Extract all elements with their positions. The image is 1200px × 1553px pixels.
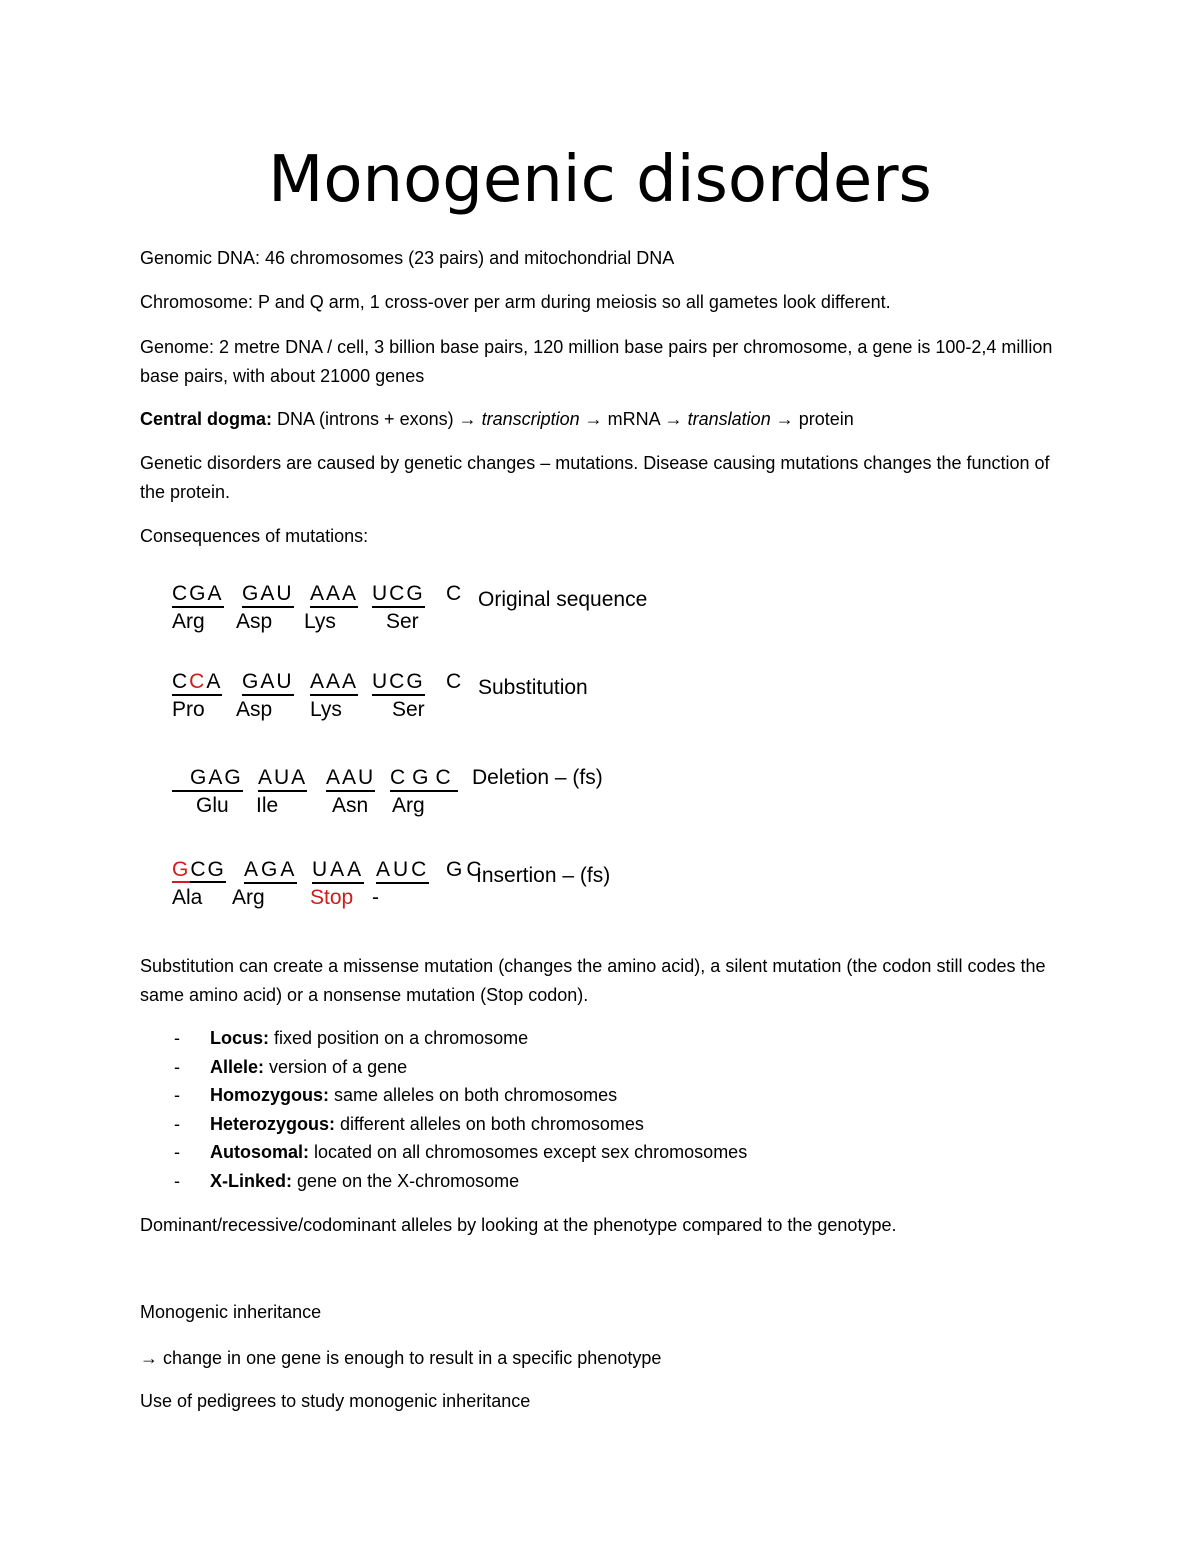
definition: same alleles on both chromosomes	[329, 1085, 618, 1105]
paragraph-pedigrees: Use of pedigrees to study monogenic inheritance	[140, 1391, 531, 1411]
figure-label: Deletion – (fs)	[472, 766, 603, 789]
paragraph-genetic-disorders: Genetic disorders are caused by genetic changes – mutations. Disease causing mutations changes the function of the protein.	[140, 453, 1050, 502]
amino-acid: Ser	[386, 610, 419, 633]
list-item	[172, 1110, 747, 1139]
codon: CGC	[390, 766, 458, 792]
amino-acid: Lys	[310, 698, 342, 721]
list-item	[172, 1053, 747, 1082]
codon: GAU	[242, 582, 294, 608]
amino-acid: -	[372, 886, 379, 909]
term: Heterozygous:	[210, 1113, 336, 1134]
dogma-part-c: → mRNA →	[579, 409, 688, 429]
codon-inserted	[172, 858, 226, 882]
base-inserted: G	[172, 858, 191, 881]
list-item	[172, 1167, 747, 1196]
paragraph-substitution: Substitution can create a missense mutation (changes the amino acid), a silent mutation (the codon still codes the same amino acid) or a nonsense mutation (Stop codon).	[140, 956, 1046, 1005]
amino-acid: Ala	[172, 886, 203, 909]
paragraph-genome: Genome: 2 metre DNA / cell, 3 billion base pairs, 120 million base pairs per chromosome, a gene is 100-2,4 million base pairs, with about 21000 genes	[140, 337, 1053, 386]
definition: different alleles on both chromosomes	[335, 1113, 644, 1134]
paragraph-monogenic-inheritance: Monogenic inheritance	[140, 1302, 322, 1322]
codon: AGA	[244, 858, 297, 884]
amino-acid: Arg	[232, 886, 265, 909]
codon: AAA	[310, 670, 358, 696]
definition-list	[172, 1024, 747, 1195]
dogma-part-a: DNA (introns + exons) →	[272, 409, 482, 429]
definition: located on all chromosomes except sex chromosomes	[309, 1142, 748, 1162]
amino-acid: Pro	[172, 698, 205, 721]
list-item	[172, 1138, 747, 1167]
paragraph-consequences: Consequences of mutations:	[140, 526, 369, 546]
base: A	[206, 670, 223, 693]
figure-label: Substitution	[478, 676, 588, 699]
codon: AAA	[310, 582, 358, 608]
amino-acid: Ser	[392, 698, 425, 721]
term: Homozygous:	[210, 1085, 329, 1105]
codon: CGA	[172, 582, 224, 608]
codon: GC	[446, 858, 486, 881]
dogma-part-e: → protein	[770, 409, 854, 429]
amino-acid: Arg	[392, 794, 425, 817]
term: Locus:	[210, 1028, 270, 1048]
paragraph-central-dogma	[140, 405, 1060, 434]
codon: UAA	[312, 858, 364, 884]
base-substituted: C	[189, 670, 207, 693]
base: C	[172, 670, 190, 693]
figure-label: Original sequence	[478, 588, 648, 611]
codon: AAU	[326, 766, 375, 792]
list-item	[172, 1024, 747, 1053]
codon: C	[446, 670, 464, 693]
codon: AUA	[258, 766, 307, 792]
list-item	[172, 1081, 747, 1110]
codon: C	[446, 582, 464, 605]
dogma-transcription: transcription	[481, 409, 580, 429]
term: Allele:	[210, 1056, 265, 1077]
codon: AUC	[376, 858, 429, 884]
paragraph-change: → change in one gene is enough to result in a specific phenotype	[140, 1348, 662, 1368]
amino-acid: Asp	[236, 610, 273, 633]
definition: fixed position on a chromosome	[269, 1028, 529, 1048]
codon: GAG	[172, 766, 243, 792]
definition: gene on the X-chromosome	[292, 1170, 520, 1191]
base: CG	[190, 858, 226, 881]
figure-label: Insertion – (fs)	[476, 864, 611, 887]
paragraph-genomic-dna: Genomic DNA: 46 chromosomes (23 pairs) and mitochondrial DNA	[140, 248, 675, 268]
amino-acid: Asn	[332, 794, 369, 817]
amino-acid: Glu	[196, 794, 229, 817]
amino-acid: Lys	[304, 610, 336, 633]
paragraph-chromosome: Chromosome: P and Q arm, 1 cross-over per arm during meiosis so all gametes look different.	[140, 292, 891, 312]
page-title: Monogenic disorders	[268, 143, 932, 217]
codon: UCG	[372, 670, 425, 696]
term: X-Linked:	[210, 1170, 293, 1191]
amino-acid: Ile	[256, 794, 279, 817]
amino-acid-stop: Stop	[310, 886, 354, 909]
amino-acid: Arg	[172, 610, 205, 633]
paragraph-dominant: Dominant/recessive/codominant alleles by looking at the phenotype compared to the genotype.	[140, 1215, 897, 1235]
codon: UCG	[372, 582, 425, 608]
amino-acid: Asp	[236, 698, 273, 721]
codon: GAU	[242, 670, 294, 696]
dogma-translation: translation	[687, 409, 771, 429]
term: Autosomal:	[210, 1142, 309, 1162]
central-dogma-label: Central dogma:	[140, 409, 273, 429]
codon-mutated	[172, 670, 222, 696]
definition: version of a gene	[264, 1056, 408, 1077]
